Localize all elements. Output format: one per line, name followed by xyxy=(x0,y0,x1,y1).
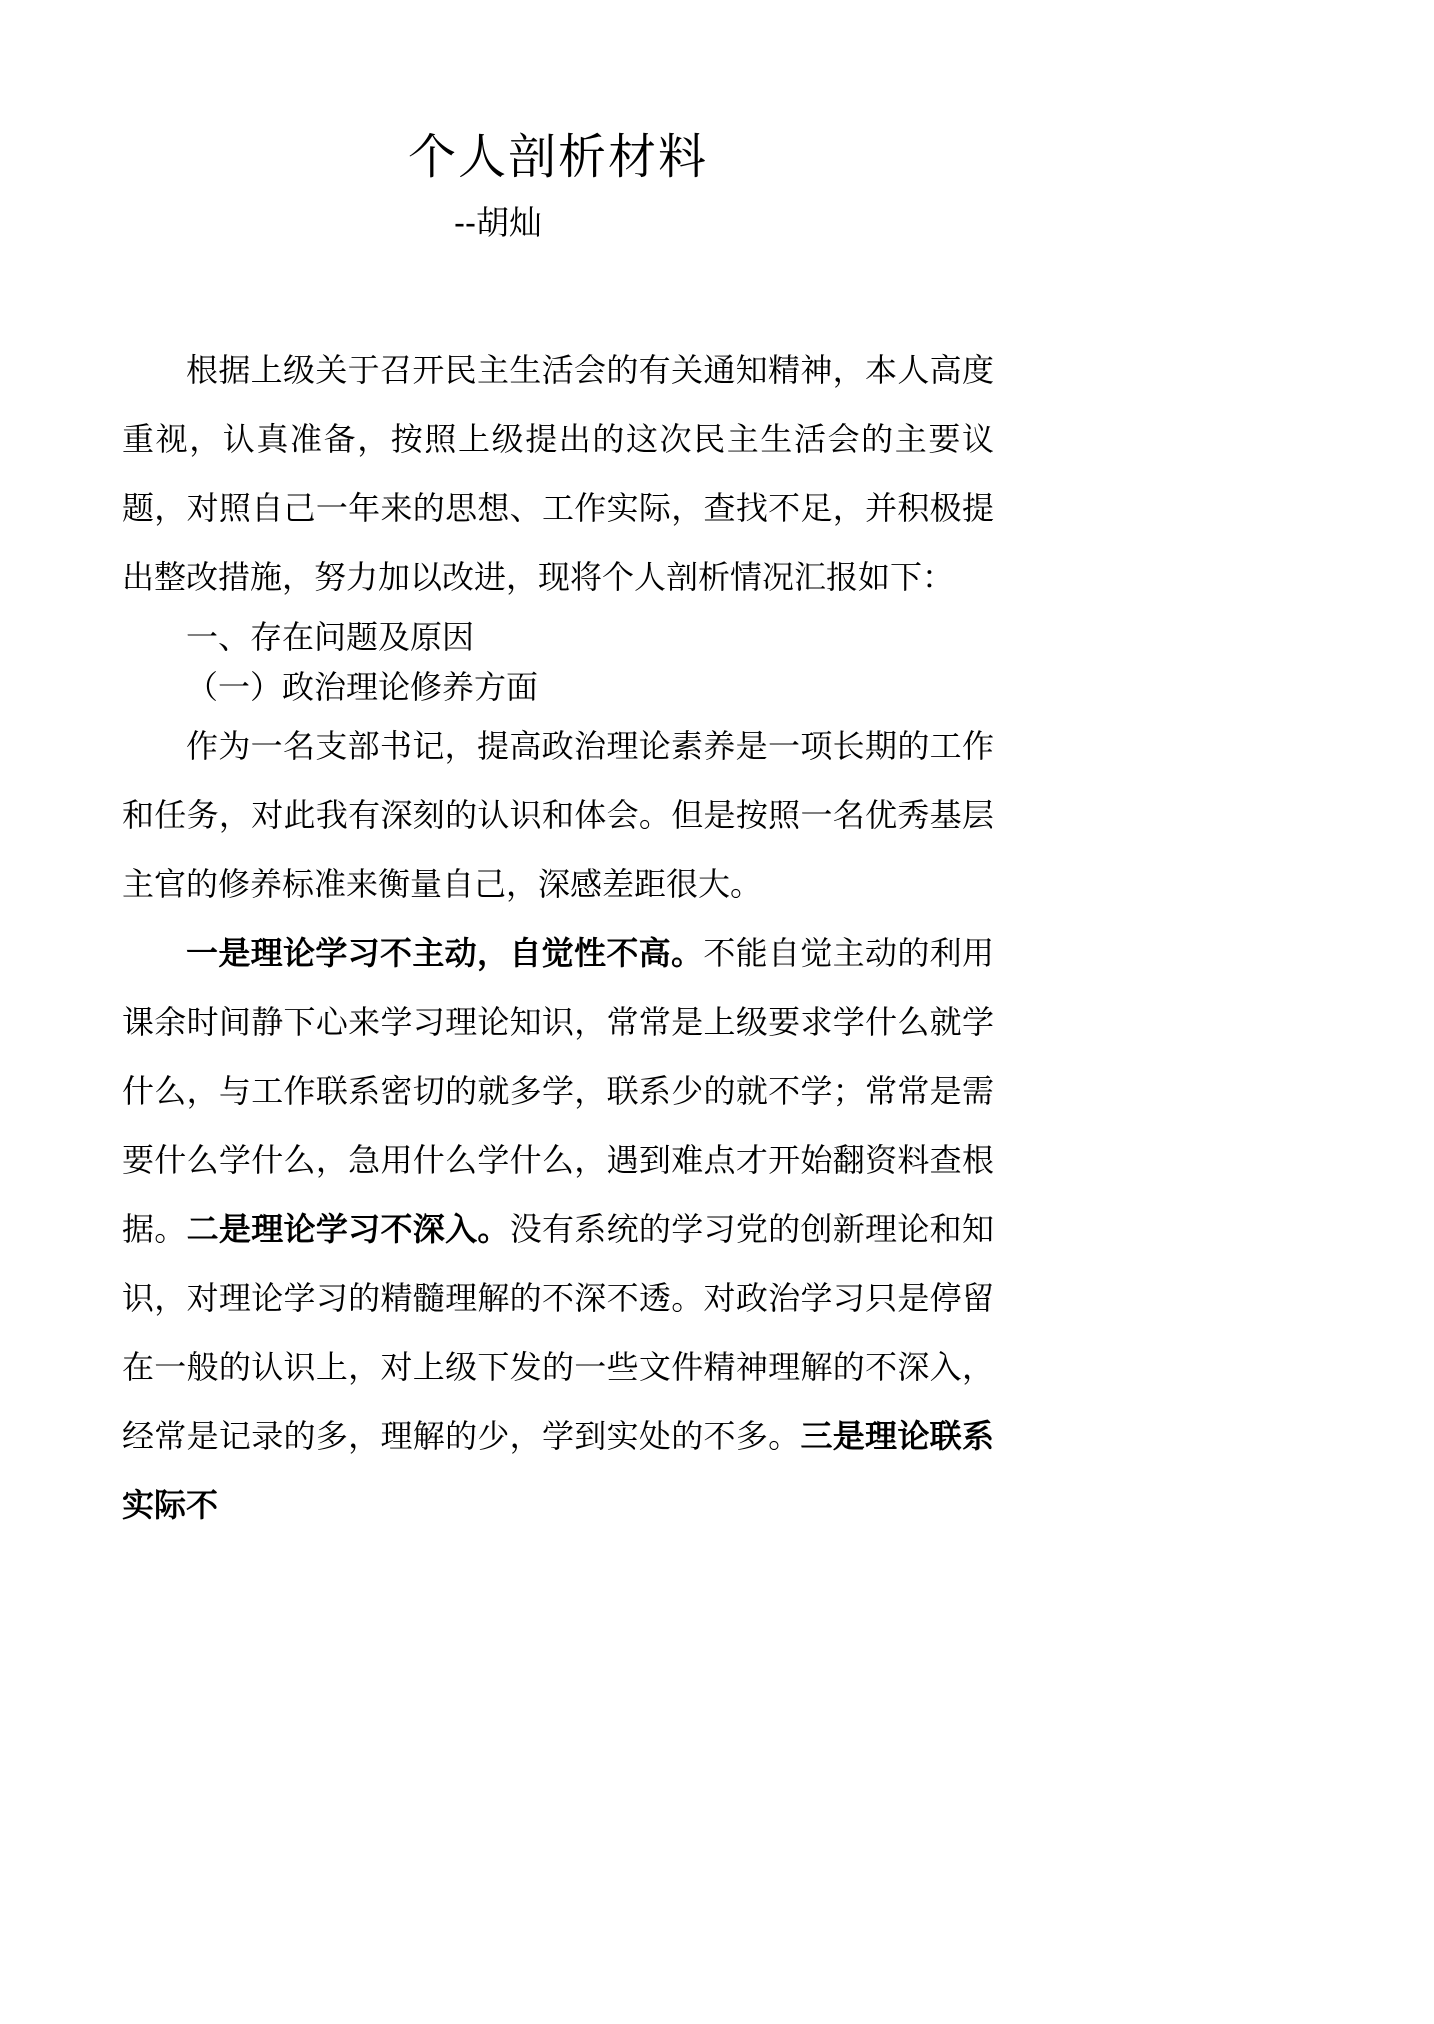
document-title: 个人剖析材料 xyxy=(407,131,708,184)
bold-text-run: 三是理论联系实际不 xyxy=(122,1418,994,1523)
text-run: 作为一名支部书记，提高政治理论素养是一项长期的工作和任务，对此我有深刻的认识和体会。但是按照一名优秀基层主官的修养标准来衡量自己，深感差距很大。 xyxy=(122,728,994,902)
text-run: 根据上级关于召开民主生活会的有关通知精神，本人高度重视，认真准备，按照上级提出的这次民主生活会的主要议题，对照自己一年来的思想、工作实际，查找不足，并积极提出整改措施，努力加以改进，现将个人剖析情况汇报如下： xyxy=(122,352,994,595)
bold-text-run: 一是理论学习不主动，自觉性不高。 xyxy=(186,935,704,971)
document-body xyxy=(122,336,994,1540)
paragraph xyxy=(122,712,994,919)
text-run: （一）政治理论修养方面 xyxy=(186,669,539,705)
paragraph xyxy=(122,919,994,1540)
paragraph xyxy=(122,336,994,612)
section-heading xyxy=(122,612,994,662)
section-heading xyxy=(122,662,994,712)
text-run: 没有系统的学习党的创新理论和知识，对理论学习的精髓理解的不深不透。对政治学习只是停留在一般的认识上，对上级下发的一些文件精神理解的不深入，经常是记录的多，理解的少，学到实处的不多。 xyxy=(122,1211,994,1454)
text-run: 一、存在问题及原因 xyxy=(186,619,475,655)
document-byline: --胡灿 xyxy=(454,204,542,241)
text-run: 不能自觉主动的利用课余时间静下心来学习理论知识，常常是上级要求学什么就学什么，与工作联系密切的就多学，联系少的就不学；常常是需要什么学什么，急用什么学什么，遇到难点才开始翻资料查根据。 xyxy=(122,935,994,1247)
bold-text-run: 二是理论学习不深入。 xyxy=(186,1211,510,1247)
